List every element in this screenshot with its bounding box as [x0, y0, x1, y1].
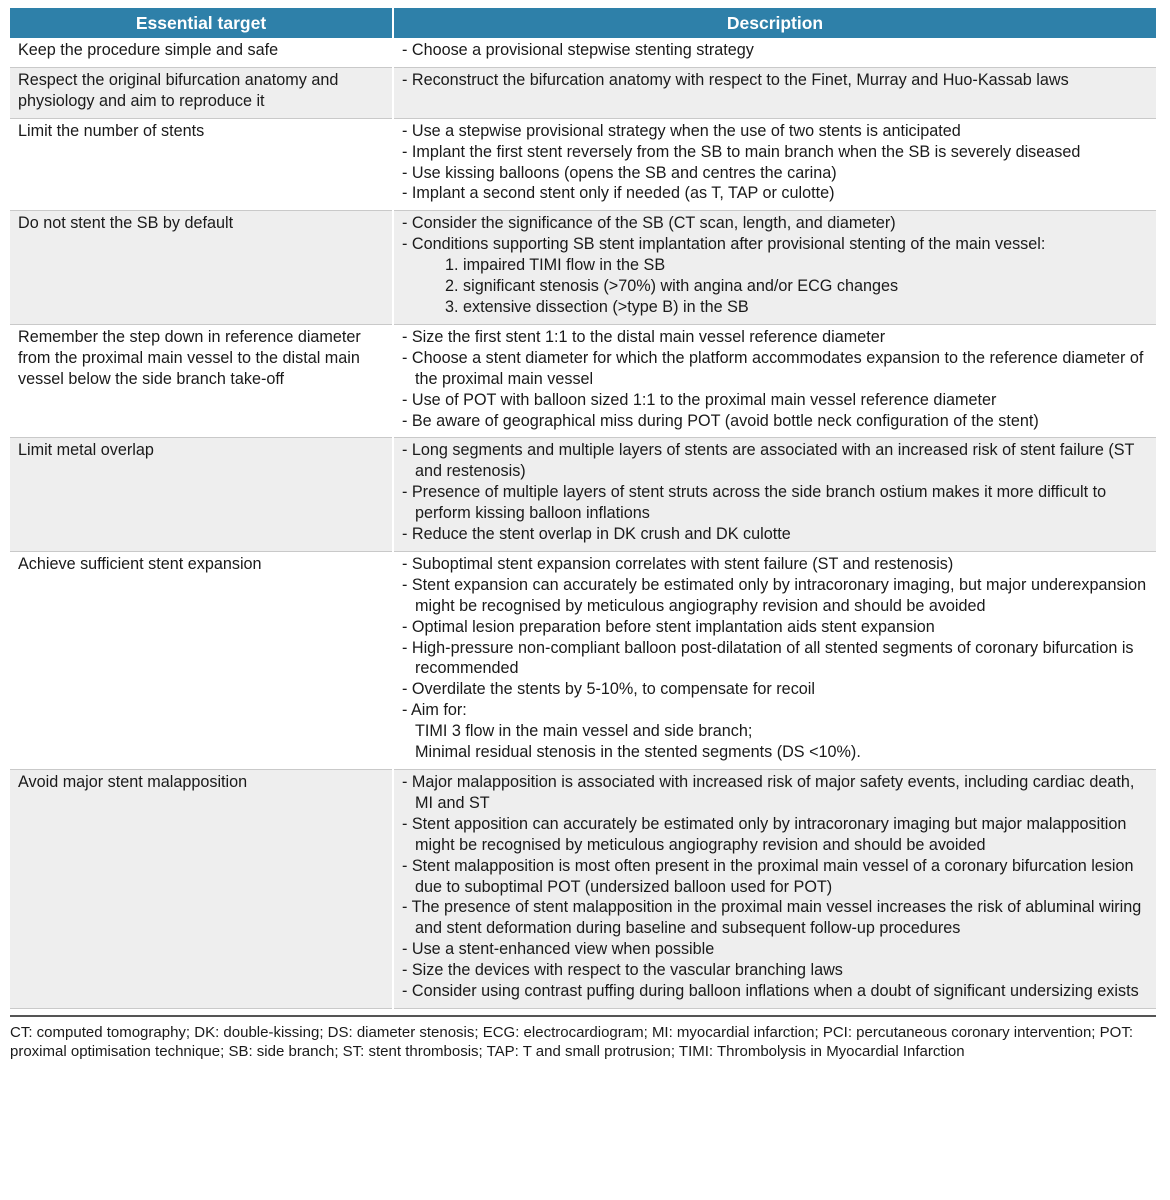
description-bullet: - Use kissing balloons (opens the SB and centres the carina): [402, 163, 837, 182]
description-bullet: - Use a stepwise provisional strategy when the use of two stents is anticipated: [402, 121, 961, 140]
essential-target-cell: Limit metal overlap: [10, 438, 393, 552]
essential-target-cell: Achieve sufficient stent expansion: [10, 551, 393, 769]
description-bullet: - Major malapposition is associated with increased risk of major safety events, including cardiac death, MI and ST: [402, 773, 1135, 812]
description-bullet: - Suboptimal stent expansion correlates with stent failure (ST and restenosis): [402, 554, 954, 573]
description-cell: [393, 38, 1156, 67]
description-bullet: - The presence of stent malapposition in the proximal main vessel increases the risk of abluminal wiring and stent deformation during baseline and subsequent follow-up procedures: [402, 898, 1142, 938]
table-footnote: CT: computed tomography; DK: double-kissing; DS: diameter stenosis; ECG: electrocardiogram; MI: myocardial infarction; PCI: percutaneous coronary intervention; POT: proximal optimisation technique; SB: side branch; ST: stent thrombosis; TAP: T and small protrusion; TIMI: Thrombolysis in Myocardial Infarction: [10, 1015, 1156, 1062]
description-bullet: - Use a stent-enhanced view when possible: [402, 940, 715, 959]
sub-item: TIMI 3 flow in the main vessel and side branch;: [415, 722, 753, 741]
description-cell: [393, 551, 1156, 769]
table-row: [10, 38, 1156, 67]
description-bullet: - Reconstruct the bifurcation anatomy with respect to the Finet, Murray and Huo-Kassab laws: [402, 70, 1069, 89]
description-bullet: - Stent apposition can accurately be estimated only by intracoronary imaging but major malapposition might be recognised by meticulous angiography revision and should be avoided: [402, 814, 1127, 854]
table-row: [10, 211, 1156, 325]
header-description: Description: [393, 8, 1156, 38]
description-bullet: - Stent malapposition is most often present in the proximal main vessel of a coronary bifurcation lesion due to suboptimal POT (undersized balloon used for POT): [402, 856, 1134, 896]
essential-target-cell: Keep the procedure simple and safe: [10, 38, 393, 67]
numbered-item: 3. extensive dissection (>type B) in the SB: [445, 297, 749, 316]
description-bullet: - Choose a provisional stepwise stenting strategy: [402, 41, 754, 59]
table-row: [10, 438, 1156, 552]
numbered-item: 2. significant stenosis (>70%) with angina and/or ECG changes: [445, 277, 899, 296]
essential-target-cell: Do not stent the SB by default: [10, 211, 393, 325]
description-bullet: - Presence of multiple layers of stent struts across the side branch ostium makes it more difficult to perform kissing balloon inflations: [402, 483, 1107, 523]
description-cell: [393, 438, 1156, 552]
table-row: [10, 324, 1156, 438]
description-bullet: - Conditions supporting SB stent implantation after provisional stenting of the main vessel:: [402, 235, 1046, 254]
description-bullet: - High-pressure non-compliant balloon post-dilatation of all stented segments of coronary bifurcation is recommended: [402, 638, 1134, 678]
description-cell: [393, 324, 1156, 438]
description-bullet: - Overdilate the stents by 5-10%, to compensate for recoil: [402, 680, 815, 699]
table-row: [10, 118, 1156, 211]
description-cell: [393, 67, 1156, 118]
description-bullet: - Implant a second stent only if needed (as T, TAP or culotte): [402, 184, 835, 203]
description-cell: [393, 118, 1156, 211]
table-container: [10, 8, 1156, 1062]
essential-target-cell: Remember the step down in reference diameter from the proximal main vessel to the distal main vessel below the side branch take-off: [10, 324, 393, 438]
description-bullet: - Long segments and multiple layers of stents are associated with an increased risk of stent failure (ST and restenosis): [402, 441, 1135, 481]
description-bullet: - Reduce the stent overlap in DK crush and DK culotte: [402, 525, 791, 544]
essential-target-cell: Avoid major stent malapposition: [10, 770, 393, 1009]
description-cell: [393, 211, 1156, 325]
description-bullet: - Consider the significance of the SB (CT scan, length, and diameter): [402, 214, 896, 233]
essential-target-cell: Respect the original bifurcation anatomy and physiology and aim to reproduce it: [10, 67, 393, 118]
essential-target-cell: Limit the number of stents: [10, 118, 393, 211]
essential-targets-table: [10, 8, 1156, 1009]
table-row: [10, 551, 1156, 769]
description-bullet: - Stent expansion can accurately be estimated only by intracoronary imaging, but major underexpansion might be recognised by meticulous angiography revision and should be avoided: [402, 575, 1147, 615]
description-bullet: - Choose a stent diameter for which the platform accommodates expansion to the reference diameter of the proximal main vessel: [402, 348, 1144, 388]
header-essential-target: Essential target: [10, 8, 393, 38]
description-bullet: - Consider using contrast puffing during balloon inflations when a doubt of significant undersizing exists: [402, 982, 1139, 1001]
description-bullet: - Aim for:: [402, 701, 467, 720]
sub-item: Minimal residual stenosis in the stented segments (DS <10%).: [415, 743, 861, 762]
description-bullet: - Be aware of geographical miss during POT (avoid bottle neck configuration of the stent): [402, 411, 1039, 430]
table-header-row: [10, 8, 1156, 38]
table-row: [10, 67, 1156, 118]
numbered-item: 1. impaired TIMI flow in the SB: [445, 256, 666, 275]
description-cell: [393, 770, 1156, 1009]
description-bullet: - Size the first stent 1:1 to the distal main vessel reference diameter: [402, 327, 886, 346]
description-bullet: - Implant the first stent reversely from the SB to main branch when the SB is severely diseased: [402, 142, 1081, 161]
table-row: [10, 770, 1156, 1009]
description-bullet: - Use of POT with balloon sized 1:1 to the proximal main vessel reference diameter: [402, 390, 997, 409]
table-body: [10, 38, 1156, 1008]
description-bullet: - Optimal lesion preparation before stent implantation aids stent expansion: [402, 617, 935, 636]
description-bullet: - Size the devices with respect to the vascular branching laws: [402, 961, 843, 980]
